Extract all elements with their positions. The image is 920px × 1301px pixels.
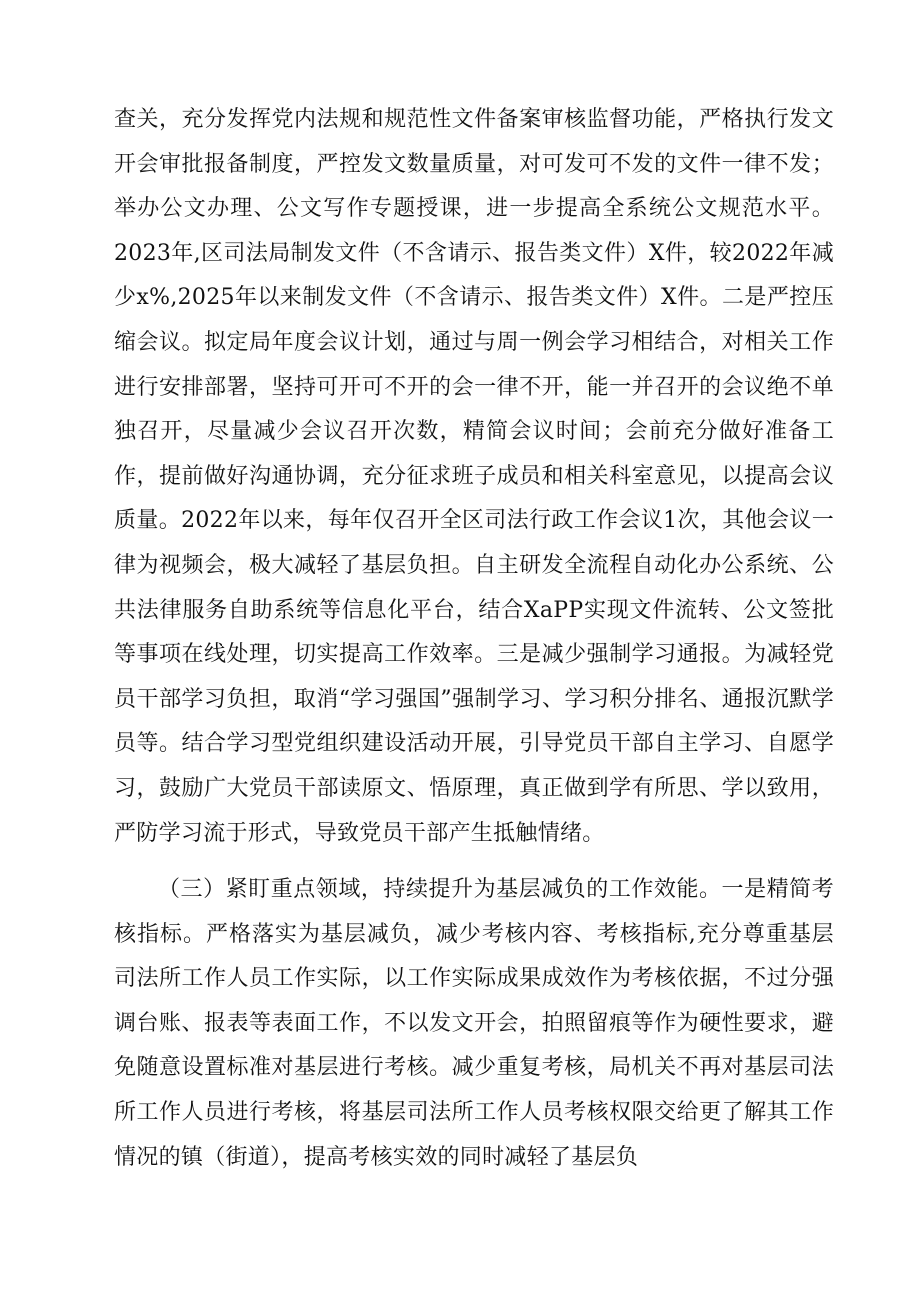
document-body	[114, 98, 834, 1180]
paragraph-section-three: （三）紧盯重点领域，持续提升为基层减负的工作效能。一是精简考核指标。严格落实为基层减负，减少考核内容、考核指标,充分尊重基层司法所工作人员工作实际，以工作实际成果成效作为考核依据，不过分强调台账、报表等表面工作，不以发文开会，拍照留痕等作为硬性要求，避免随意设置标准对基层进行考核。减少重复考核，局机关不再对基层司法所工作人员进行考核，将基层司法所工作人员考核权限交给更了解其工作情况的镇（街道），提高考核实效的同时减轻了基层负	[114, 877, 834, 1170]
paragraph-continued: 查关，充分发挥党内法规和规范性文件备案审核监督功能，严格执行发文开会审批报备制度，严控发文数量质量，对可发可不发的文件一律不发；举办公文办理、公文写作专题授课，进一步提高全系统公文规范水平。2023年,区司法局制发文件（不含请示、报告类文件）X件，较2022年减少x%,2025年以来制发文件（不含请示、报告类文件）X件。二是严控压缩会议。拟定局年度会议计划，通过与周一例会学习相结合，对相关工作进行安排部署，坚持可开可不开的会一律不开，能一并召开的会议绝不单独召开，尽量减少会议召开次数，精简会议时间；会前充分做好准备工作，提前做好沟通协调，充分征求班子成员和相关科室意见，以提高会议质量。2022年以来，每年仅召开全区司法行政工作会议1次，其他会议一律为视频会，极大减轻了基层负担。自主研发全流程自动化办公系统、公共法律服务自助系统等信息化平台，结合XaPP实现文件流转、公文签批等事项在线处理，切实提高工作效率。三是减少强制学习通报。为减轻党员干部学习负担，取消“学习强国”强制学习、学习积分排名、通报沉默学员等。结合学习型党组织建设活动开展，引导党员干部自主学习、自愿学习，鼓励广大党员干部读原文、悟原理，真正做到学有所思、学以致用，严防学习流于形式，导致党员干部产生抵触情绪。	[114, 107, 834, 846]
